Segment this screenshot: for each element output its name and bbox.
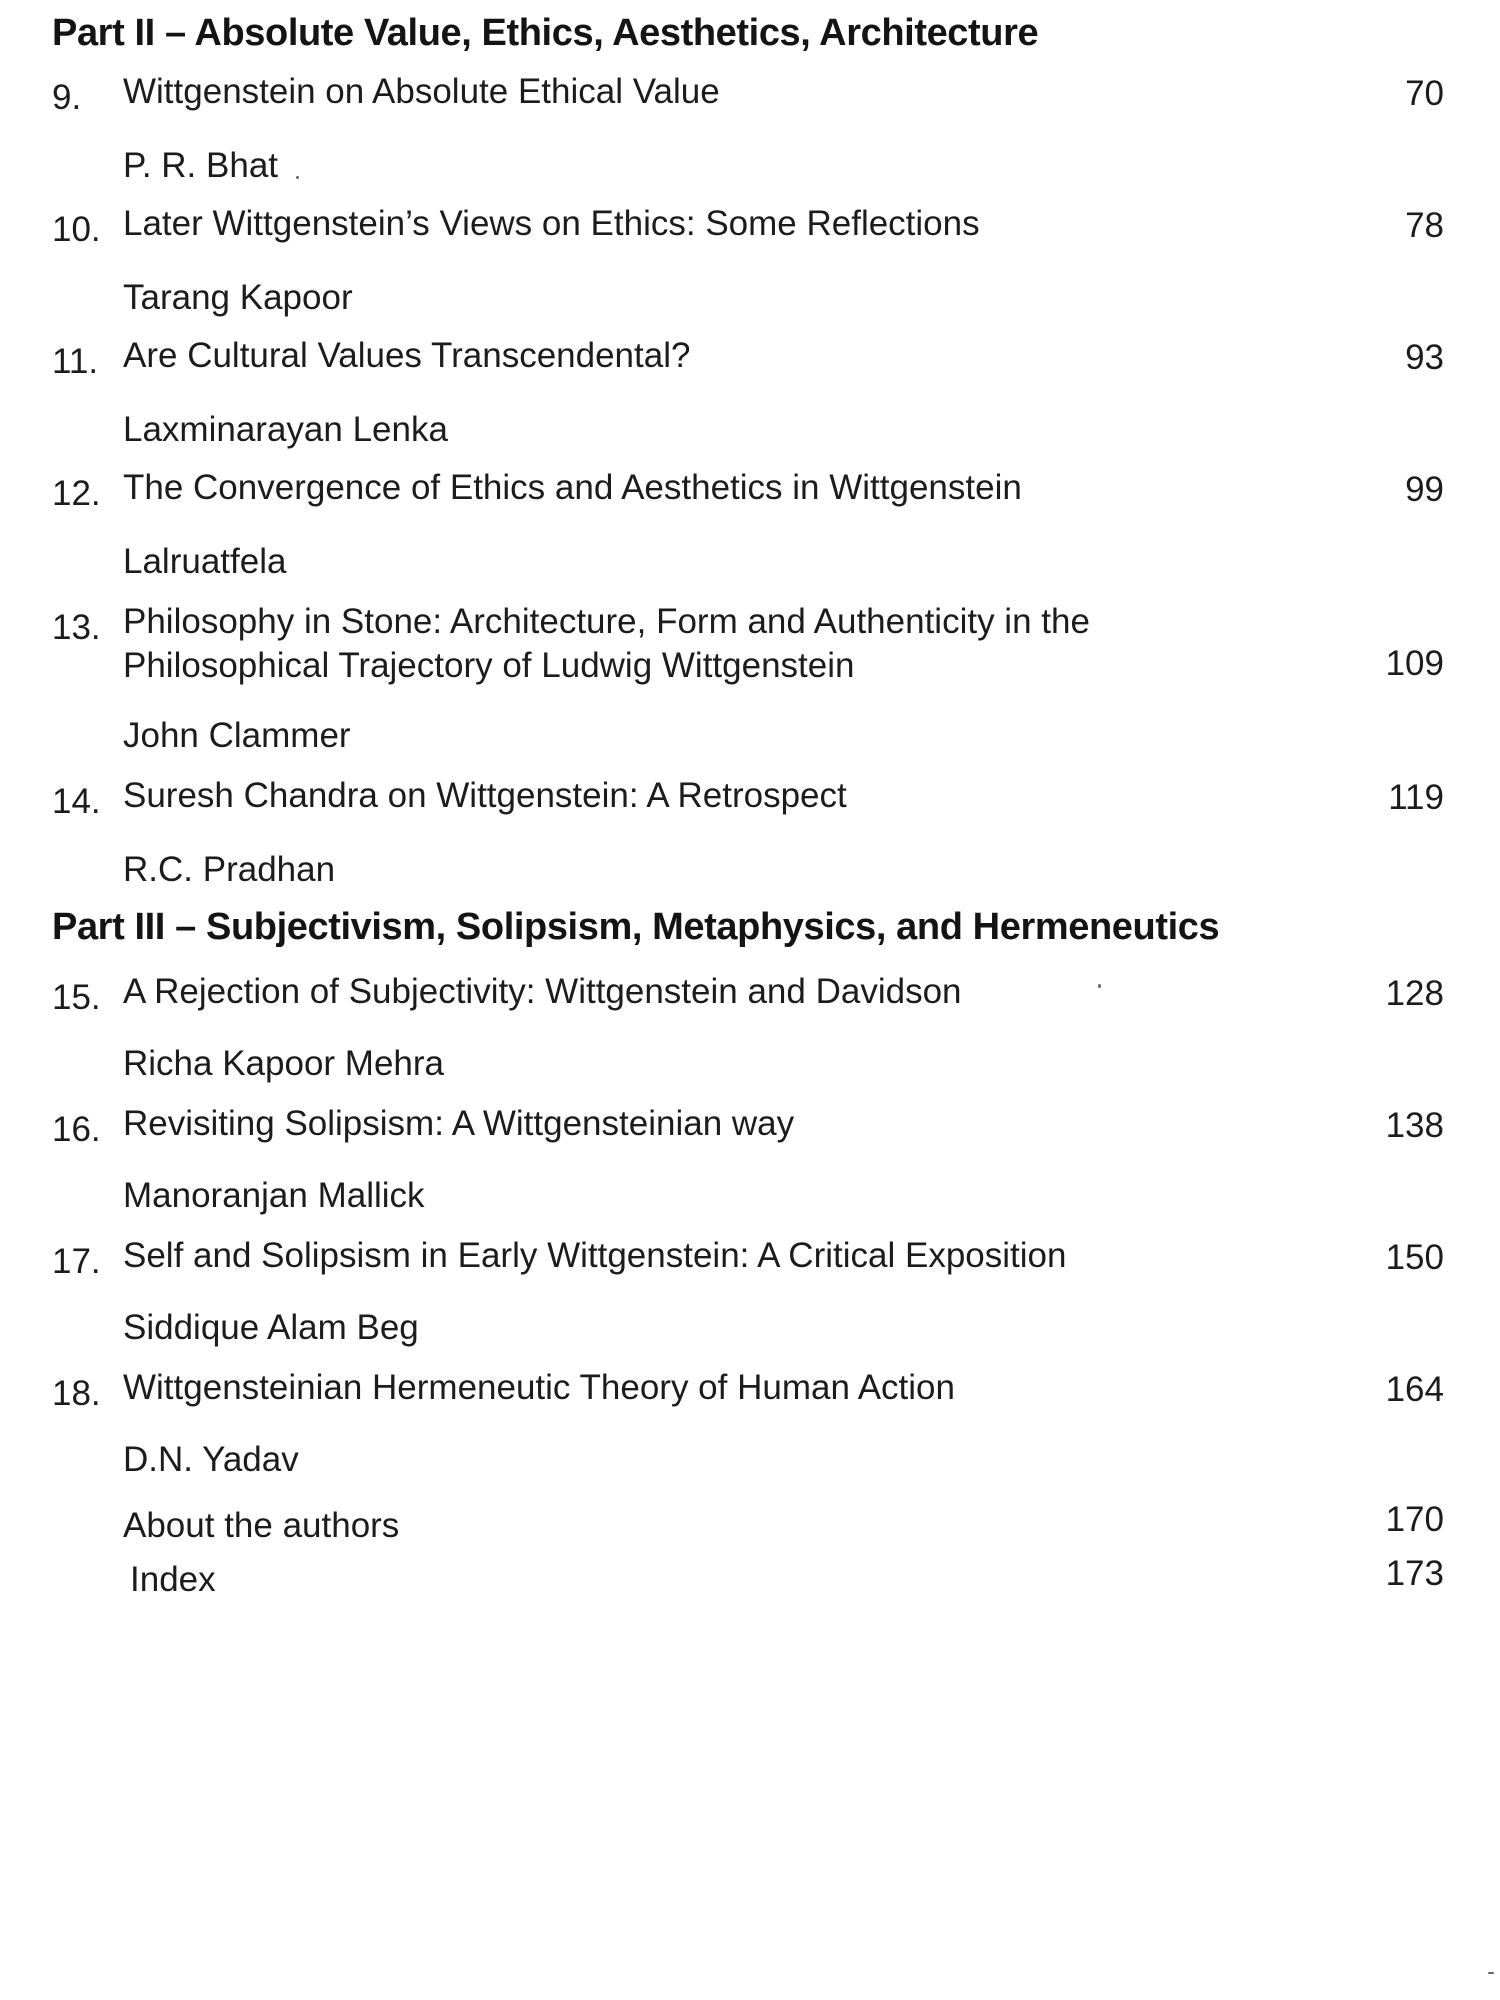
entry-number: 10. (52, 210, 101, 249)
entry-page-number: 70 (1405, 74, 1444, 113)
entry-title: The Convergence of Ethics and Aesthetics in Wittgenstein (123, 468, 1022, 507)
entry-number: 14. (52, 782, 101, 821)
index-label: Index (130, 1560, 216, 1599)
entry-number: 15. (52, 978, 101, 1017)
entry-author: Richa Kapoor Mehra (123, 1044, 444, 1083)
entry-title: Wittgenstein on Absolute Ethical Value (123, 72, 720, 111)
entry-author: Tarang Kapoor (123, 278, 353, 317)
entry-page-number: 150 (1385, 1238, 1444, 1277)
entry-page-number: 164 (1385, 1370, 1444, 1409)
entry-author: R.C. Pradhan (123, 850, 336, 889)
entry-author: John Clammer (123, 716, 351, 755)
entry-page-number: 78 (1405, 206, 1444, 245)
entry-author: P. R. Bhat (123, 146, 279, 185)
entry-title: Self and Solipsism in Early Wittgenstein: A Critical Exposition (123, 1236, 1067, 1275)
entry-author: D.N. Yadav (123, 1440, 299, 1479)
entry-number: 18. (52, 1374, 101, 1413)
entry-page-number: 93 (1405, 338, 1444, 377)
entry-title: A Rejection of Subjectivity: Wittgenstein and Davidson (123, 972, 962, 1011)
entry-author: Lalruatfela (123, 542, 287, 581)
scan-speck (1488, 1972, 1494, 1974)
entry-number: 13. (52, 608, 101, 647)
about-the-authors-label: About the authors (123, 1506, 400, 1545)
entry-title: Revisiting Solipsism: A Wittgensteinian way (123, 1104, 795, 1143)
entry-title: Later Wittgenstein’s Views on Ethics: Some Reflections (123, 204, 980, 243)
entry-author: Manoranjan Mallick (123, 1176, 425, 1215)
scan-speck (296, 176, 299, 179)
entry-page-number: 128 (1385, 974, 1444, 1013)
entry-page-number: 109 (1385, 644, 1444, 683)
entry-author: Laxminarayan Lenka (123, 410, 448, 449)
entry-author: Siddique Alam Beg (123, 1308, 419, 1347)
entry-number: 12. (52, 474, 101, 513)
entry-number: 17. (52, 1242, 101, 1281)
entry-number: 11. (52, 342, 99, 381)
part-2-heading: Part II – Absolute Value, Ethics, Aesthetics, Architecture (52, 12, 1039, 54)
entry-number: 9. (52, 78, 82, 117)
entry-page-number: 119 (1388, 778, 1444, 817)
entry-number: 16. (52, 1110, 101, 1149)
entry-title: Philosophy in Stone: Architecture, Form and Authenticity in the Philosophical Trajectory of Ludwig Wittgenstein (123, 602, 1090, 685)
about-the-authors-page-number: 170 (1385, 1500, 1444, 1539)
entry-page-number: 138 (1385, 1106, 1444, 1145)
entry-page-number: 99 (1405, 470, 1444, 509)
part-3-heading: Part III – Subjectivism, Solipsism, Metaphysics, and Hermeneutics (52, 906, 1220, 948)
entry-title: Wittgensteinian Hermeneutic Theory of Human Action (123, 1368, 955, 1407)
entry-title: Are Cultural Values Transcendental? (123, 336, 691, 375)
scan-speck (1098, 984, 1101, 988)
entry-title: Suresh Chandra on Wittgenstein: A Retrospect (123, 776, 847, 815)
index-page-number: 173 (1385, 1554, 1444, 1593)
